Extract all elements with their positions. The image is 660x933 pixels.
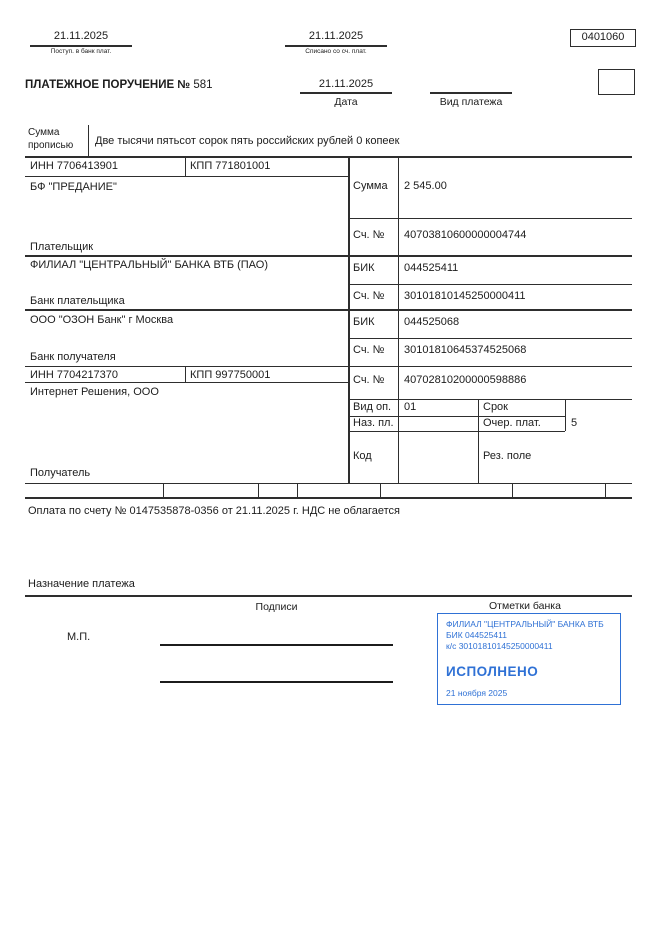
divider [348,431,565,432]
divider [297,484,298,497]
beneficiary-bank-bik-label: БИК [353,316,375,328]
bank-stamp [437,613,621,705]
divider [380,484,381,497]
date-label: Дата [334,96,358,108]
divider [300,92,392,94]
payment-type-label: Вид платежа [439,96,503,108]
signature-line [160,644,393,646]
divider [565,399,566,431]
bank-marks-label: Отметки банка [489,600,561,612]
term-label: Срок [483,401,508,413]
stamp-status: ИСПОЛНЕНО [446,664,539,679]
payer-bank-bik: 044525411 [404,262,459,274]
divider [25,366,632,367]
beneficiary-name: Интернет Решения, ООО [30,386,159,398]
divider [512,484,513,497]
divider [478,399,479,483]
divider [88,125,89,156]
divider [185,367,186,382]
beneficiary-bank-account-label: Сч. № [353,344,385,356]
divider [398,157,399,483]
payment-purpose-label: Назначение платежа [28,578,135,590]
divider [285,45,387,47]
mp-label: М.П. [67,631,91,643]
stamp-bank-name: ФИЛИАЛ "ЦЕНТРАЛЬНЫЙ" БАНКА ВТБ [446,619,604,629]
beneficiary-label: Получатель [30,467,91,479]
stamp-corr-account: к/с 30101810145250000411 [446,641,553,651]
payer-account-label: Сч. № [353,229,385,241]
document-title-label: ПЛАТЕЖНОЕ ПОРУЧЕНИЕ № [25,79,191,91]
payer-bank-bik-label: БИК [353,262,375,274]
divider [25,255,632,257]
beneficiary-account-label: Сч. № [353,374,385,386]
divider [30,45,132,47]
divider [348,284,632,285]
stamp-date: 21 ноября 2025 [446,688,508,698]
divider [25,382,348,383]
purpose-code-label: Наз. пл. [353,417,394,429]
document-date: 21.11.2025 [318,78,374,90]
payer-account: 40703810600000004744 [404,229,527,241]
divider [185,157,186,176]
divider [348,218,632,219]
divider [258,484,259,497]
payment-purpose-text: Оплата по счету № 0147535878-0356 от 21.11.2025 г. НДС не облагается [28,505,400,517]
signature-line [160,681,393,683]
priority-value: 5 [571,417,578,429]
beneficiary-bank-name: ООО "ОЗОН Банк" г Москва [30,314,174,326]
amount-words-label: Сумма прописью [28,127,74,151]
amount-words-value: Две тысячи пятьсот сорок пять российских рублей 0 копеек [95,135,400,147]
date-debited-account: 21.11.2025 [308,30,364,42]
signatures-label: Подписи [255,601,298,613]
divider [25,176,348,177]
payer-bank-account: 30101810145250000411 [404,290,526,302]
document-title [25,79,213,92]
beneficiary-account: 40702810200000598886 [404,374,527,386]
sum-value: 2 545.00 [404,180,447,192]
divider [25,497,632,499]
op-type-label: Вид оп. [353,401,392,413]
stamp-bik: БИК 044525411 [446,630,507,640]
date-debited-label: Списано со сч. плат. [305,48,367,55]
divider [25,309,632,311]
payer-name: БФ "ПРЕДАНИЕ" [30,181,117,193]
beneficiary-kpp: КПП 997750001 [190,369,271,381]
divider [605,484,606,497]
payer-bank-account-label: Сч. № [353,290,385,302]
reserve-field-label: Рез. поле [483,450,532,462]
priority-label: Очер. плат. [483,417,541,429]
payer-bank-name: ФИЛИАЛ "ЦЕНТРАЛЬНЫЙ" БАНКА ВТБ (ПАО) [30,259,268,271]
beneficiary-bank-bik: 044525068 [404,316,460,328]
payer-label: Плательщик [30,241,94,253]
payer-kpp: КПП 771801001 [190,160,271,172]
document-number: 581 [193,79,213,91]
date-received-bank: 21.11.2025 [53,30,109,42]
divider [25,156,632,158]
sum-label: Сумма [353,180,388,192]
divider [163,484,164,497]
op-type-value: 01 [404,401,417,413]
beneficiary-bank-account: 30101810645374525068 [404,344,527,356]
beneficiary-bank-label: Банк получателя [30,351,116,363]
payment-type-box [598,69,635,95]
date-received-label: Поступ. в банк плат. [50,48,112,55]
code-label: Код [353,450,372,462]
divider [348,338,632,339]
divider [430,92,512,94]
divider [25,595,632,597]
payer-inn: ИНН 7706413901 [30,160,119,172]
divider [348,399,632,400]
divider [348,157,350,483]
divider [25,483,632,484]
form-code: 0401060 [581,31,625,43]
payer-bank-label: Банк плательщика [30,295,125,307]
beneficiary-inn: ИНН 7704217370 [30,369,119,381]
form-code-box [570,29,636,47]
